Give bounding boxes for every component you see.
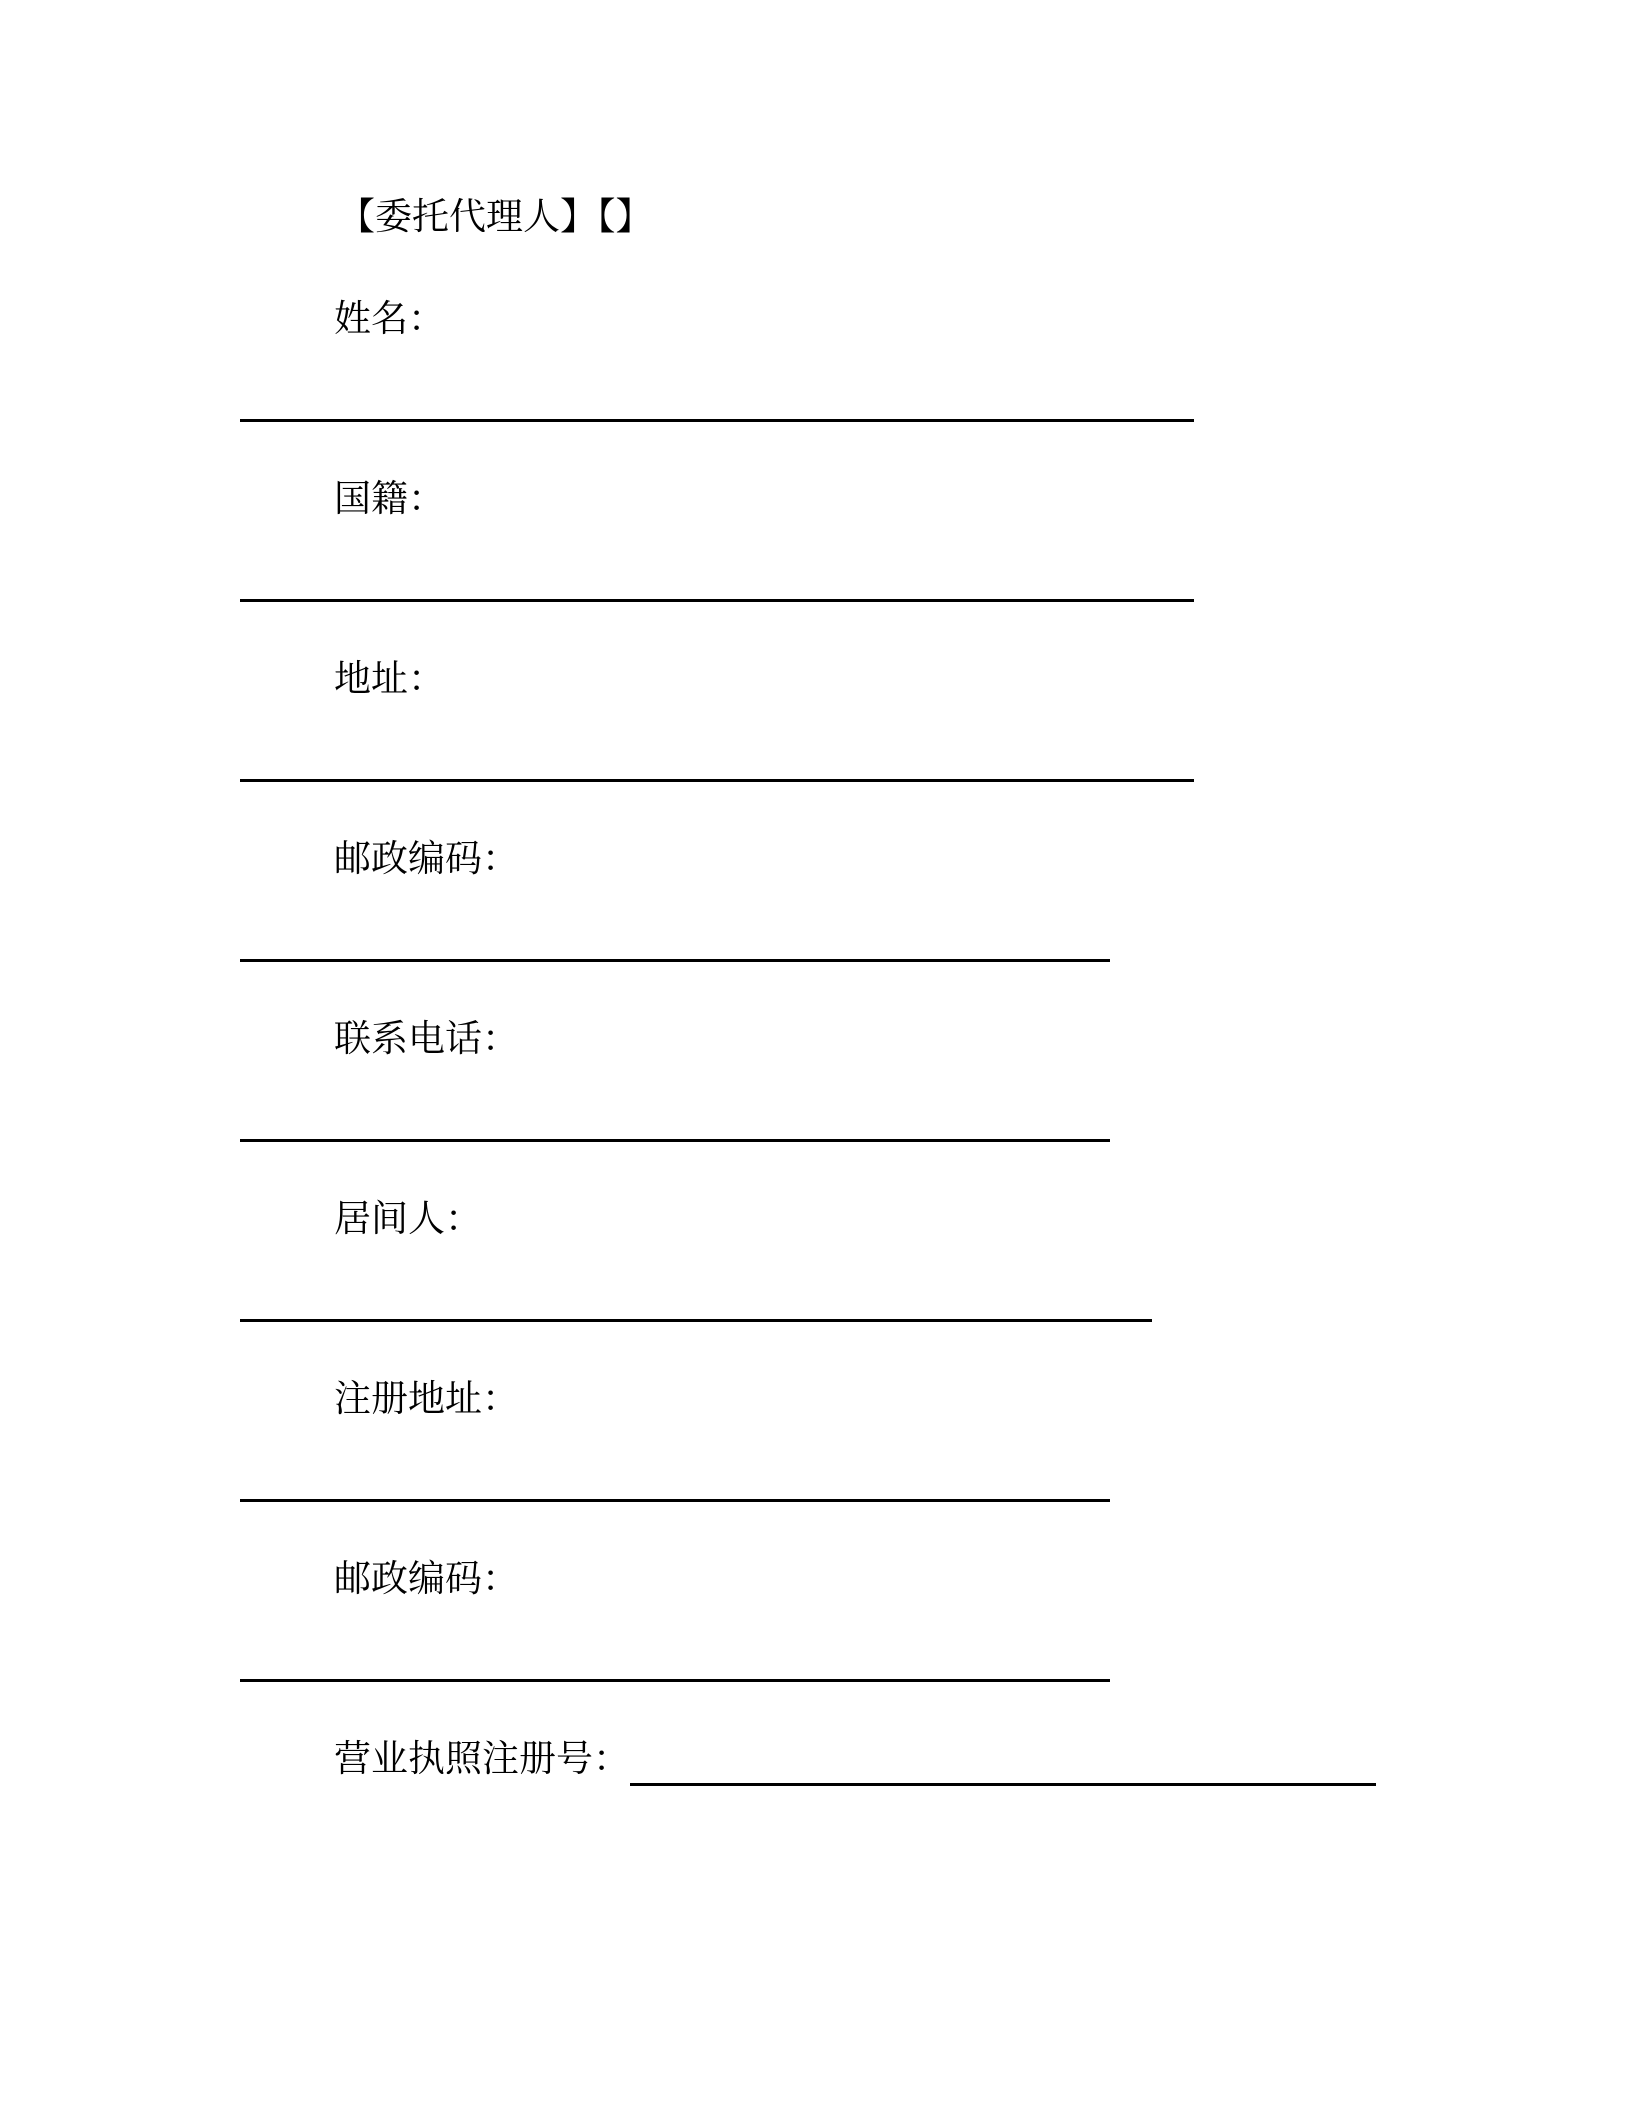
registered-address-blank-line[interactable] [240,1499,1110,1502]
nationality-blank-line[interactable] [240,599,1194,602]
agent-heading: 【委托代理人】【】 [338,195,653,238]
name-blank-line[interactable] [240,419,1194,422]
registered-address-label: 注册地址： [334,1377,519,1420]
intermediary-blank-line[interactable] [240,1319,1152,1322]
business-license-blank-line[interactable] [630,1783,1376,1786]
intermediary-label: 居间人： [334,1197,482,1240]
postal-code-blank-line[interactable] [240,959,1110,962]
address-blank-line[interactable] [240,779,1194,782]
postal-code-label-2: 邮政编码： [334,1557,519,1600]
address-label: 地址： [334,657,445,700]
phone-blank-line[interactable] [240,1139,1110,1142]
phone-label: 联系电话： [334,1017,519,1060]
postal-code-label: 邮政编码： [334,837,519,880]
name-label: 姓名： [334,297,445,340]
postal-code-blank-line-2[interactable] [240,1679,1110,1682]
nationality-label: 国籍： [334,477,445,520]
business-license-label: 营业执照注册号： [334,1737,630,1780]
